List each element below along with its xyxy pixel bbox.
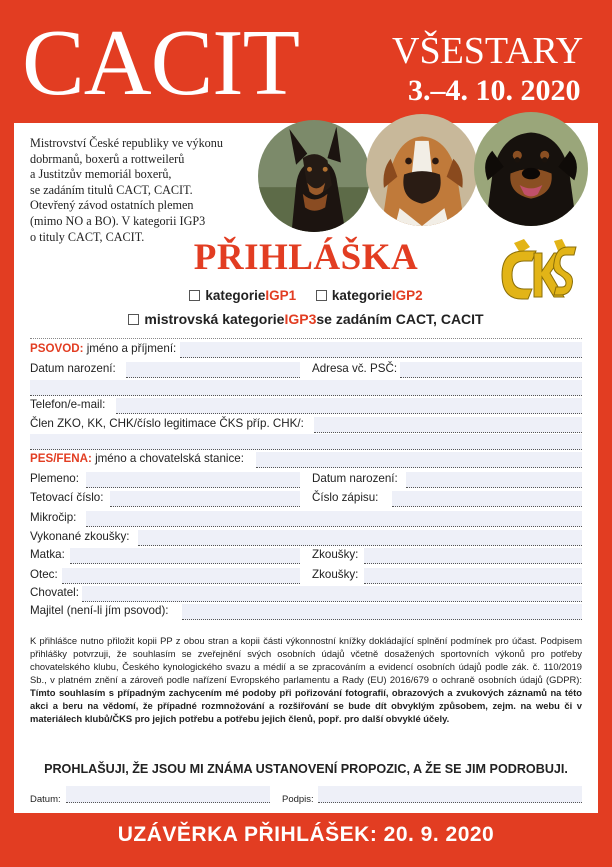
category-row-1: [0, 288, 612, 304]
dog-owner-row: [30, 604, 582, 621]
dog-dam-label: Matka:: [30, 548, 65, 561]
header-banner: [0, 0, 612, 123]
dog-dam-exams-row: [312, 548, 582, 565]
event-venue: VŠESTARY: [392, 30, 584, 72]
category-igp2-label: kategorie: [331, 288, 392, 303]
event-title: CACIT: [22, 11, 299, 115]
intro-line: (mimo NO a BO). V kategorii IGP3: [30, 213, 206, 228]
category-igp2-checkbox[interactable]: [316, 290, 327, 301]
dog-sire-exams-field[interactable]: [364, 568, 582, 584]
dog-dam-exams-field[interactable]: [364, 548, 582, 564]
handler-birth-row: [30, 362, 300, 379]
date-label: Datum:: [30, 794, 61, 805]
dog-sire-exams-row: [312, 568, 582, 585]
dog-sire-exams-label: Zkoušky:: [312, 568, 359, 581]
handler-phone-label: Telefon/e-mail:: [30, 398, 106, 411]
dog-studbook-label: Číslo zápisu:: [312, 491, 379, 504]
divider: [30, 338, 582, 339]
dog-sire-row: [30, 568, 300, 585]
intro-line: Mistrovství České republiky ve výkonu: [30, 136, 223, 150]
intro-line: Otevřený závod ostatních plemen: [30, 198, 194, 213]
handler-member-extra-field[interactable]: [30, 434, 582, 450]
consent-notice: [30, 634, 582, 725]
rottweiler-photo: [474, 112, 588, 226]
handler-extra-field[interactable]: [30, 380, 582, 396]
dog-chip-row: [30, 511, 582, 528]
dog-section-label: PES/FENA:: [30, 452, 92, 465]
dog-owner-field[interactable]: [182, 604, 582, 620]
handler-address-field[interactable]: [400, 362, 582, 378]
dog-studbook-field[interactable]: [392, 491, 582, 507]
handler-address-label: Adresa vč. PSČ:: [312, 362, 398, 375]
category-igp3-code: IGP3: [284, 311, 317, 327]
category-row-2: [0, 311, 612, 328]
dog-tattoo-field[interactable]: [110, 491, 300, 507]
signature-field[interactable]: [318, 786, 582, 803]
event-dates: 3.–4. 10. 2020: [408, 74, 581, 107]
dog-birth-label: Datum narození:: [312, 472, 398, 485]
dog-breed-row: [30, 472, 300, 489]
dog-breed-field[interactable]: [86, 472, 300, 488]
handler-extra-row: [30, 380, 582, 397]
handler-phone-row: [30, 398, 582, 415]
deadline-text: UZÁVĚRKA PŘIHLÁŠEK: 20. 9. 2020: [117, 823, 495, 846]
category-igp3-suffix: se zadáním CACT, CACIT: [316, 311, 484, 327]
dog-tattoo-label: Tetovací číslo:: [30, 491, 104, 504]
intro-line: o tituly CACT, CACIT.: [30, 229, 145, 244]
dog-exams-label: Vykonané zkoušky:: [30, 530, 130, 543]
handler-birth-label: Datum narození:: [30, 362, 116, 375]
handler-member-field[interactable]: [314, 417, 582, 433]
handler-address-row: [312, 362, 582, 379]
dog-tattoo-row: [30, 491, 300, 508]
handler-birth-field[interactable]: [126, 362, 300, 378]
handler-member-label: Člen ZKO, KK, CHK/číslo legitimace ČKS příp. CHK/:: [30, 417, 304, 430]
intro-text: [30, 136, 260, 245]
dog-chip-field[interactable]: [86, 511, 582, 527]
category-igp3-checkbox[interactable]: [128, 314, 139, 325]
date-row: [30, 786, 270, 804]
dog-breeder-label: Chovatel:: [30, 586, 79, 599]
category-igp1-option[interactable]: [189, 288, 296, 303]
dog-birth-field[interactable]: [406, 472, 582, 488]
handler-section-label: PSOVOD:: [30, 342, 84, 355]
dog-name-row: [30, 452, 582, 469]
category-igp1-checkbox[interactable]: [189, 290, 200, 301]
dog-name-field[interactable]: [256, 452, 582, 468]
intro-line: se zadáním titulů CACT, CACIT.: [30, 182, 193, 197]
dog-breed-label: Plemeno:: [30, 472, 79, 485]
consent-photo-text: Tímto souhlasím s případným zachycením mé podoby při pořizování fotografií, obrazových a zvukových záznamů na této akci a beru na vědomí, že případné rozmnožování a rozšiřování se bude dít obvyklým způsobem, zejm. na webu či v materiálech klubů/ČKS pro jejich potřebu a potřebu jejich členů, popř. pro další obvyklé účely.: [30, 687, 582, 724]
dog-chip-label: Mikročip:: [30, 511, 77, 524]
boxer-photo: [366, 114, 478, 226]
dog-sire-label: Otec:: [30, 568, 58, 581]
category-igp1-code: IGP1: [265, 288, 297, 303]
category-igp1-label: kategorie: [205, 288, 266, 303]
dog-sire-field[interactable]: [62, 568, 300, 584]
dog-dam-field[interactable]: [70, 548, 300, 564]
intro-line: a Justitzův memoriál boxerů,: [30, 167, 172, 182]
signature-row: [282, 786, 582, 804]
dog-breeder-row: [30, 586, 582, 603]
handler-phone-field[interactable]: [116, 398, 582, 414]
dog-name-label: PES/FENA: jméno a chovatelská stanice:: [30, 452, 244, 465]
category-igp2-code: IGP2: [391, 288, 423, 303]
signature-label: Podpis:: [282, 794, 314, 805]
dog-dam-exams-label: Zkoušky:: [312, 548, 359, 561]
dog-exams-field[interactable]: [138, 530, 582, 546]
dog-studbook-row: [312, 491, 582, 508]
dog-breeder-field[interactable]: [82, 586, 582, 602]
category-igp3-label: mistrovská kategorie: [144, 311, 285, 327]
consent-text: K přihlášce nutno přiložit kopii PP z obou stran a kopii části výkonnostní knížky dokládající splnění podmínek pro účast. Podpisem přihlášky potvrzuji, že souhlasím se zveřejnění svých osobních údajů včetně dosažených sportovních výkonů pro potřeby chovatelského klubu, Českého kynologického svazu a médií a se zpracováním a evidencí osobních údajů podle zák. č. 110/2019 Sb., v platném znění a zároveň podle nařízení Evropského parlamentu a Rady (EU) 2016/679 o ochraně osobních údajů (GDPR):: [30, 635, 582, 685]
dog-dam-row: [30, 548, 300, 565]
form-title: PŘIHLÁŠKA: [193, 237, 419, 278]
dog-exams-row: [30, 530, 582, 547]
handler-name-row: [30, 342, 582, 359]
doberman-photo: [258, 120, 370, 232]
intro-line: dobrmanů, boxerů a rottweilerů: [30, 151, 185, 166]
date-field[interactable]: [66, 786, 270, 803]
dog-owner-label: Majitel (není-li jím psovod):: [30, 604, 169, 617]
handler-member-row: [30, 417, 582, 434]
handler-name-label: PSOVOD: jméno a příjmení:: [30, 342, 177, 355]
dog-birth-row: [312, 472, 582, 489]
handler-member-extra-row: [30, 434, 582, 451]
category-igp3-option[interactable]: [128, 311, 483, 327]
handler-name-field[interactable]: [180, 342, 582, 358]
footer-banner: [0, 813, 612, 867]
category-igp2-option[interactable]: [316, 288, 423, 303]
declaration: PROHLAŠUJI, ŽE JSOU MI ZNÁMA USTANOVENÍ PROPOZIC, A ŽE SE JIM PODROBUJI.: [44, 762, 568, 776]
